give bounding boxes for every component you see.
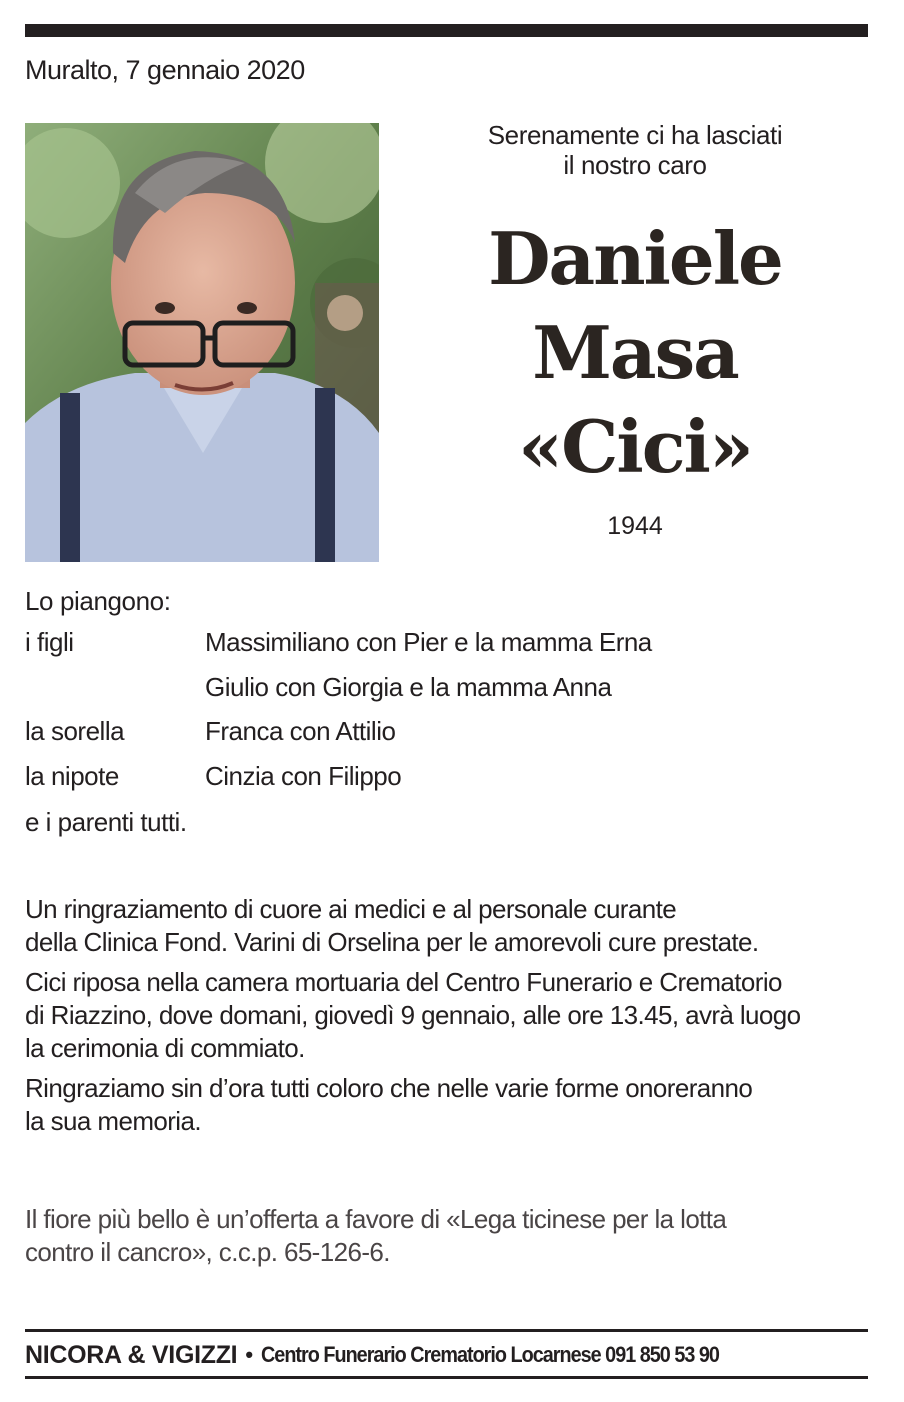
footer-rule-bottom — [25, 1376, 868, 1379]
deceased-name — [420, 212, 850, 494]
mourner-row — [25, 622, 845, 667]
thanks-paragraph: Un ringraziamento di cuore ai medici e al personale curante della Clinica Fond. Varini di Orselina per le amorevoli cure prestate. — [25, 894, 759, 957]
mourner-relation: i figli — [25, 627, 74, 657]
announcement-body — [25, 893, 870, 1145]
mourners-heading: Lo piangono: — [25, 586, 171, 616]
donation-note: Il fiore più bello è un’offerta a favore di «Lega ticinese per la lotta contro il cancro», c.c.p. 65-126-6. — [25, 1204, 727, 1267]
mourner-row — [25, 667, 845, 712]
mourner-relation: la nipote — [25, 760, 119, 791]
footer-separator: • — [245, 1342, 254, 1367]
mourner-relation: la sorella — [25, 716, 125, 746]
ceremony-paragraph: Cici riposa nella camera mortuaria del Centro Funerario e Crematorio di Riazzino, dove domani, giovedì 9 gennaio, alle ore 13.45, avrà luogo la cerimonia di commiato. — [25, 967, 801, 1063]
mourner-names: Franca con Attilio — [205, 716, 396, 746]
first-name: Daniele — [488, 216, 782, 301]
mourners-list — [25, 622, 845, 800]
portrait-photo-icon — [25, 123, 379, 562]
funeral-home-contact: Centro Funerario Crematorio Locarnese 091 850 53 90 — [261, 1342, 719, 1367]
mourner-names: Cinzia con Filippo — [205, 760, 402, 791]
footer-rule-top — [25, 1329, 868, 1332]
mourner-names: Giulio con Giorgia e la mamma Anna — [205, 671, 612, 702]
place-date: Muralto, 7 gennaio 2020 — [25, 55, 305, 85]
intro-line-2: il nostro caro — [563, 150, 707, 180]
gratitude-paragraph: Ringraziamo sin d’ora tutti coloro che nelle varie forme onoreranno la sua memoria. — [25, 1073, 753, 1136]
nickname: «Cici» — [518, 404, 752, 489]
mourners-closing: e i parenti tutti. — [25, 807, 187, 837]
intro-line-1: Serenamente ci ha lasciati — [487, 120, 783, 150]
funeral-home-brand: NICORA & VIGIZZI — [25, 1340, 238, 1369]
mourner-names: Massimiliano con Pier e la mamma Erna — [205, 627, 652, 657]
top-rule — [25, 24, 868, 37]
deceased-photo — [25, 123, 379, 562]
birth-year: 1944 — [607, 512, 663, 540]
mourner-row — [25, 711, 845, 756]
mourner-row — [25, 756, 845, 801]
intro-text — [420, 120, 850, 180]
footer — [25, 1337, 868, 1373]
mourner-relation — [25, 667, 205, 712]
last-name: Masa — [532, 310, 738, 395]
